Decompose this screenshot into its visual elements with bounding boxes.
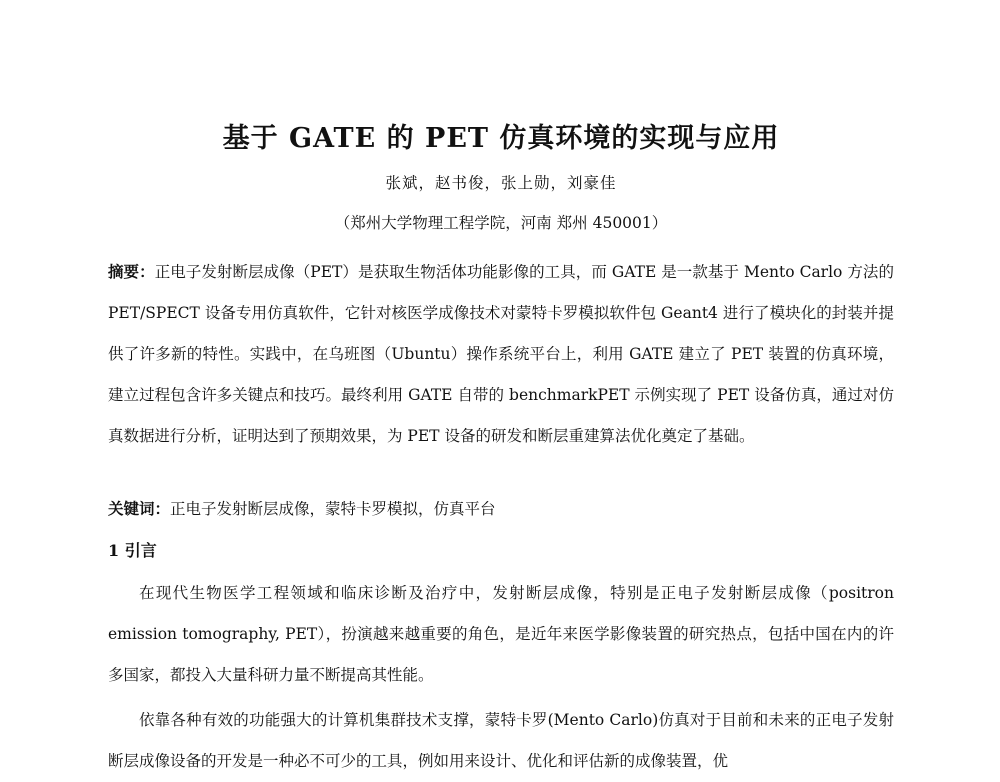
- keywords-label: 关键词：: [108, 499, 171, 518]
- abstract-text: 正电子发射断层成像（PET）是获取生物活体功能影像的工具，而 GATE 是一款基于 Mento Carlo 方法的 PET/SPECT 设备专用仿真软件，它针对核医学成像技术对蒙特卡罗模拟软件包 Geant4 进行了模块化的封装并提供了许多新的特性。实践中，在乌班图（Ubuntu）操作系统平台上，利用 GATE 建立了 PET 装置的仿真环境，建立过程包含许多关键点和技巧。最终利用 GATE 自带的 benchmarkPET 示例实现了 PET 设备仿真，通过对仿真数据进行分析，证明达到了预期效果，为 PET 设备的研发和断层重建算法优化奠定了基础。: [108, 263, 894, 445]
- author-list: 张斌，赵书俊，张上勋，刘豪佳: [385, 174, 617, 192]
- paper-title: 基于 GATE 的 PET 仿真环境的实现与应用: [222, 123, 780, 154]
- author-affiliation: （郑州大学物理工程学院，河南 郑州 450001）: [334, 214, 668, 232]
- abstract: [108, 251, 894, 457]
- keywords-text: 正电子发射断层成像，蒙特卡罗模拟，仿真平台: [170, 500, 496, 518]
- keywords: [108, 497, 894, 519]
- abstract-label: 摘要：: [108, 262, 155, 281]
- section-heading-introduction: 1 引言: [108, 541, 157, 560]
- body-paragraph: 依靠各种有效的功能强大的计算机集群技术支撑，蒙特卡罗(Mento Carlo)仿真对于目前和未来的正电子发射断层成像设备的开发是一种必不可少的工具，例如用来设计、优化和评估新的成像装置，优: [108, 711, 894, 770]
- body-paragraph: 在现代生物医学工程领域和临床诊断及治疗中，发射断层成像，特别是正电子发射断层成像（positron emission tomography, PET），扮演越来越重要的角色，是近年来医学影像装置的研究热点，包括中国在内的许多国家，都投入大量科研力量不断提高其性能。: [108, 584, 894, 684]
